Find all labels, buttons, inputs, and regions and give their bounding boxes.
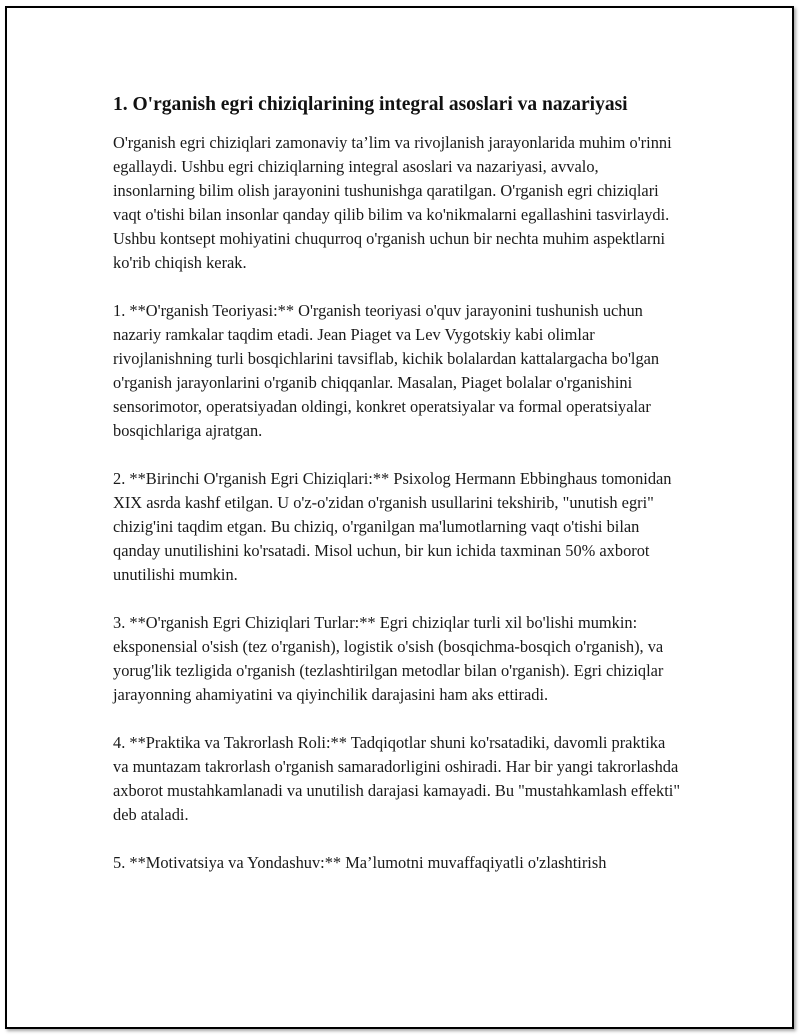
document-body <box>113 92 683 875</box>
point-5-paragraph: 5. **Motivatsiya va Yondashuv:** Ma’lumotni muvaffaqiyatli o'zlashtirish <box>113 853 607 872</box>
point-4-paragraph: 4. **Praktika va Takrorlash Roli:** Tadqiqotlar shuni ko'rsatadiki, davomli praktika va muntazam takrorlash o'rganish samaradorligini oshiradi. Har bir yangi takrorlashda axborot mustahkamlanadi va unutilish darajasi kamayadi. Bu "mustahkamlash effekti" deb ataladi. <box>113 733 681 824</box>
point-1-paragraph: 1. **O'rganish Teoriyasi:** O'rganish teoriyasi o'quv jarayonini tushunish uchun nazariy ramkalar taqdim etadi. Jean Piaget va Lev Vygotskiy kabi olimlar rivojlanishning turli bosqichlarini tavsiflab, kichik bolalardan kattalargacha bo'lgan o'rganish jarayonlarini o'rganib chiqqanlar. Masalan, Piaget bolalar o'rganishini sensorimotor, operatsiyadan oldingi, konkret operatsiyalar va formal operatsiyalar bosqichlariga ajratgan. <box>113 301 660 440</box>
point-3-paragraph: 3. **O'rganish Egri Chiziqlari Turlar:** Egri chiziqlar turli xil bo'lishi mumkin: eksponensial o'sish (tez o'rganish), logistik o'sish (bosqichma-bosqich o'rganish), va yorug'lik tezligida o'rganish (tezlashtirilgan metodlar bilan o'rganish). Egri chiziqlar jarayonning ahamiyatini va qiyinchilik darajasini ham aks ettiradi. <box>113 613 664 704</box>
point-2-paragraph: 2. **Birinchi O'rganish Egri Chiziqlari:** Psixolog Hermann Ebbinghaus tomonidan XIX asrda kashf etilgan. U o'z-o'zidan o'rganish usullarini tekshirib, "unutish egri" chizig'ini taqdim etgan. Bu chiziq, o'rganilgan ma'lumotlarning vaqt o'tishi bilan qanday unutilishini ko'rsatadi. Misol uchun, bir kun ichida taxminan 50% axborot unutilishi mumkin. <box>113 469 672 584</box>
intro-paragraph: O'rganish egri chiziqlari zamonaviy ta’lim va rivojlanish jarayonlarida muhim o'rinni egallaydi. Ushbu egri chiziqlarning integral asoslari va nazariyasi, avvalo, insonlarning bilim olish jarayonini tushunishga qaratilgan. O'rganish egri chiziqlari vaqt o'tishi bilan insonlar qanday qilib bilim va ko'nikmalarni egallashini tasvirlaydi. Ushbu kontsept mohiyatini chuqurroq o'rganish uchun bir nechta muhim aspektlarni ko'rib chiqish kerak. <box>113 133 672 272</box>
section-heading: 1. O'rganish egri chiziqlarining integral asoslari va nazariyasi <box>113 94 628 115</box>
